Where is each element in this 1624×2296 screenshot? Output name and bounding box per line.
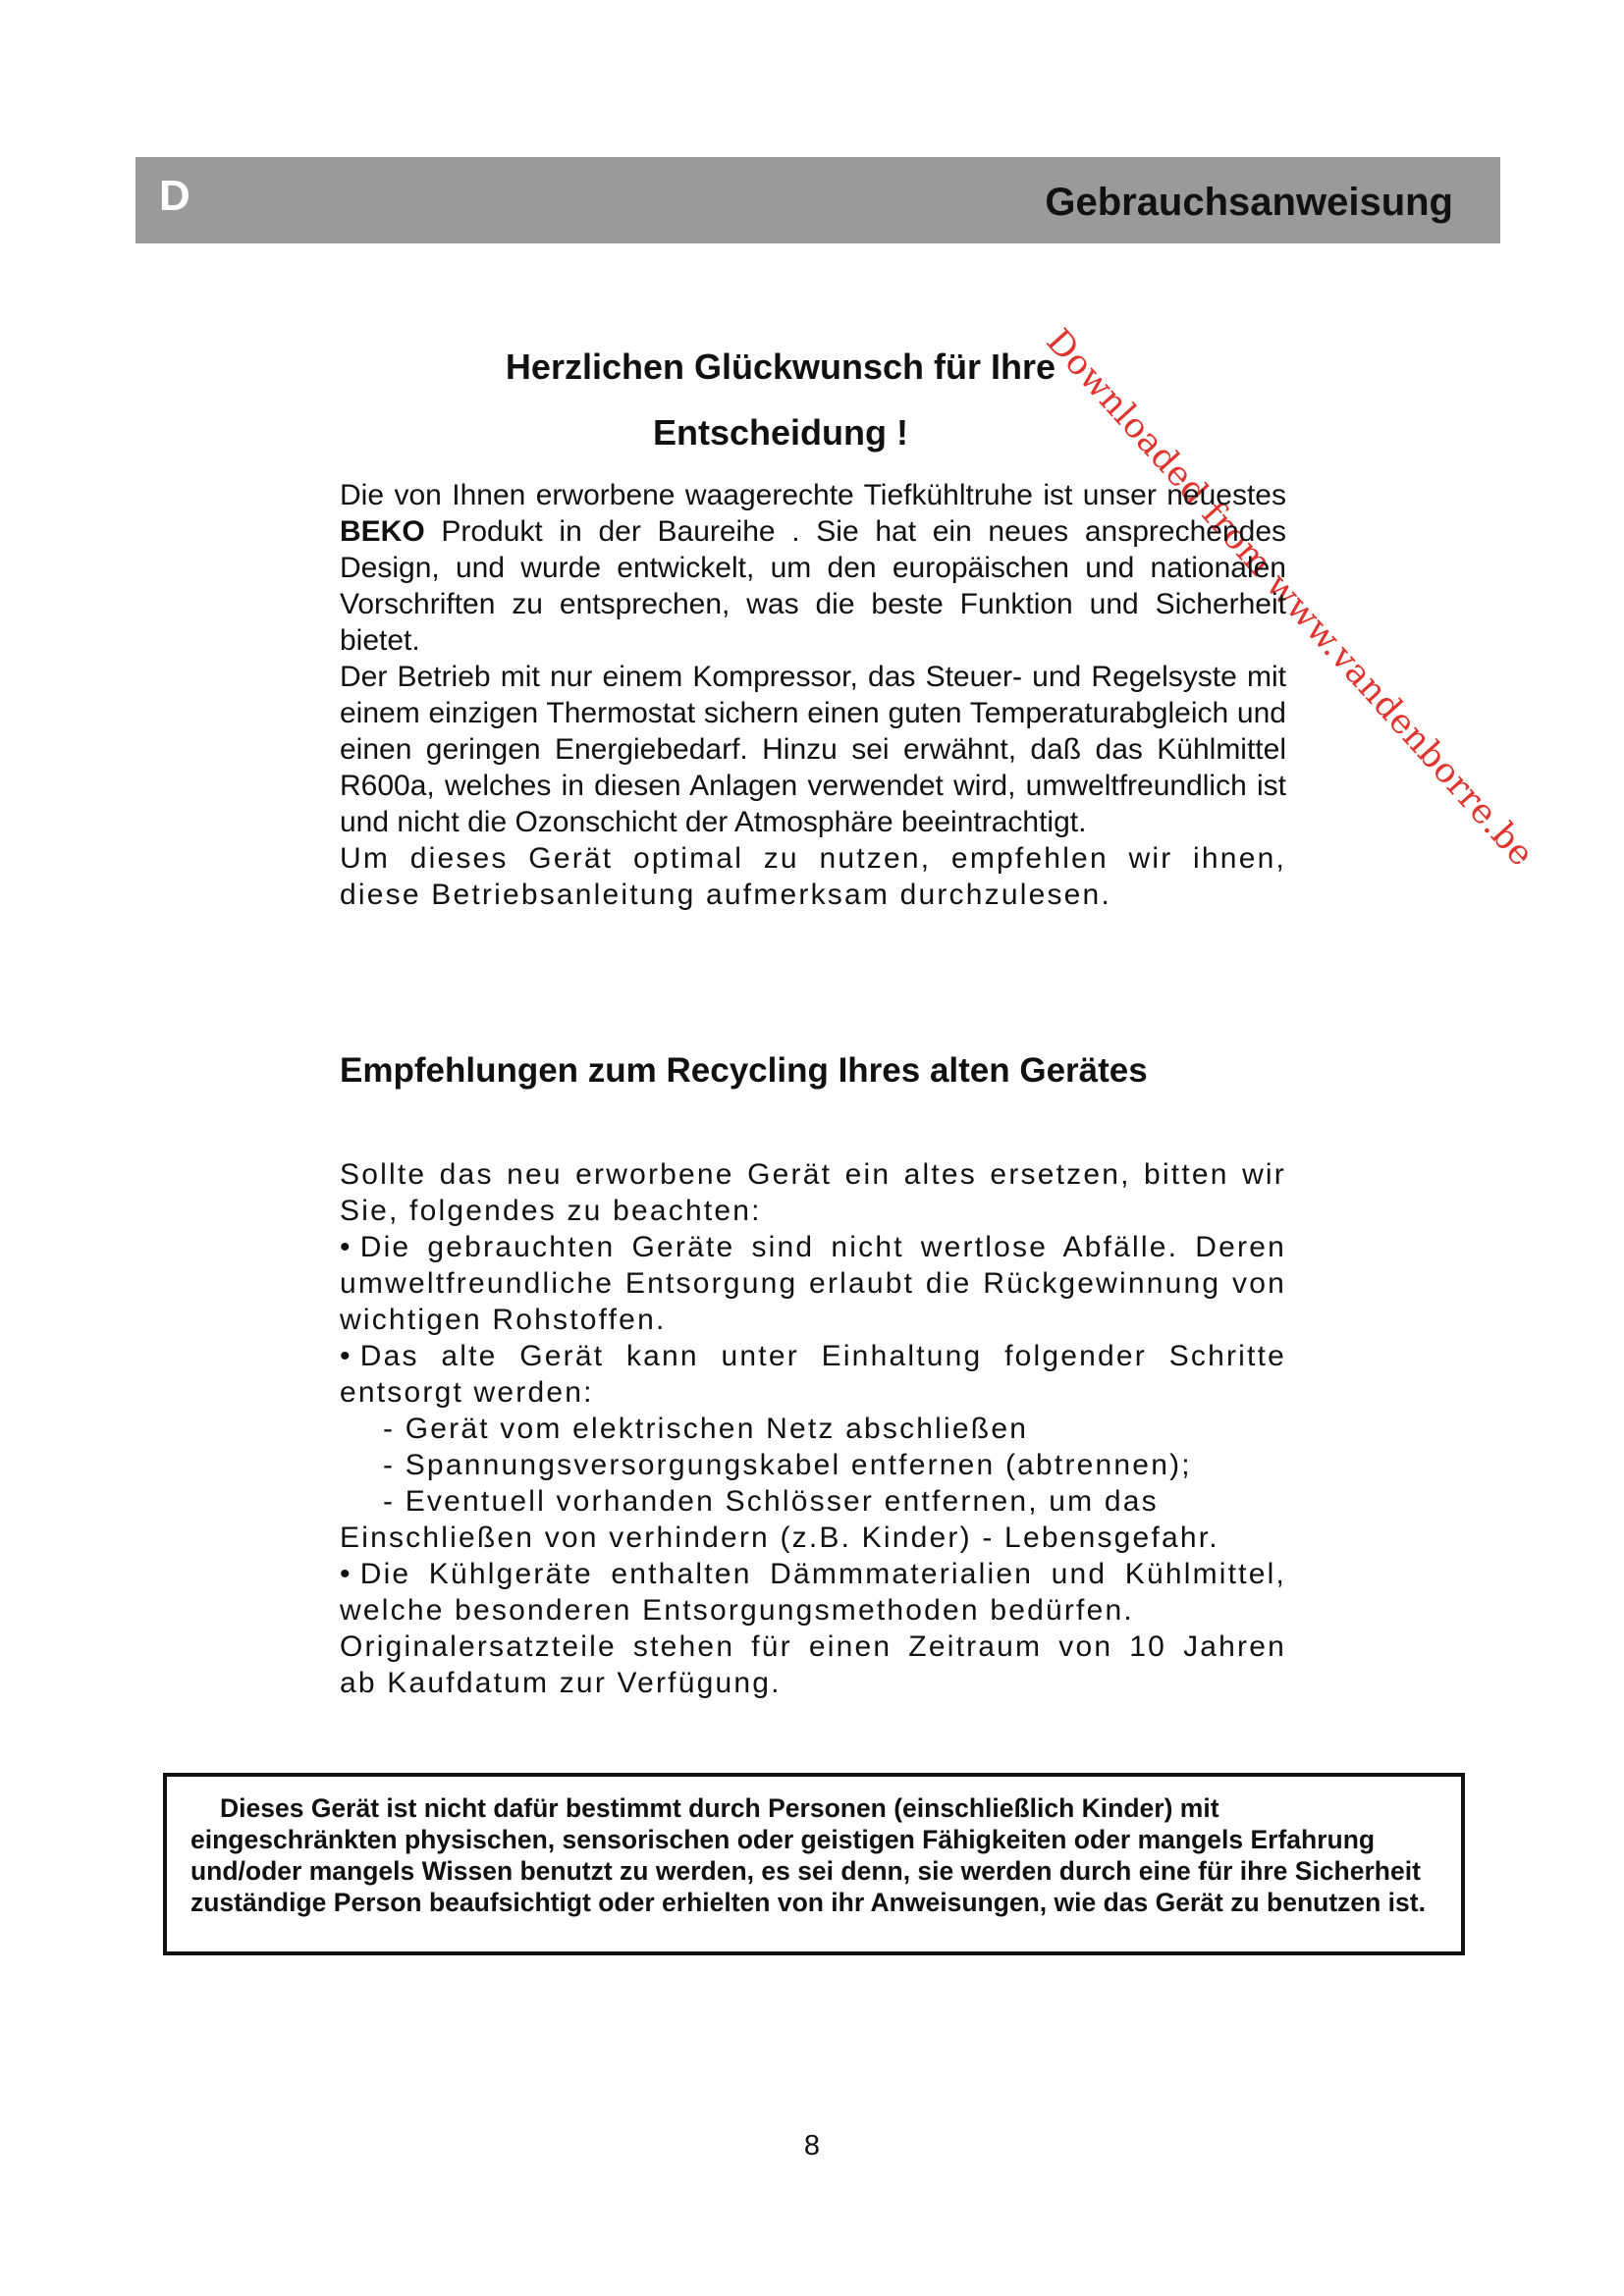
disposal-step-1: - Gerät vom elektrischen Netz abschließen [383, 1413, 1029, 1445]
spare-parts-note: Originalersatzteile stehen für einen Zeitraum von 10 Jahren ab Kaufdatum zur Verfügung. [340, 1630, 1286, 1699]
bullet-text: Das alte Gerät kann unter Einhaltung folgender Schritte entsorgt werden: [340, 1340, 1286, 1409]
intro-text: Die von Ihnen erworbene waagerechte Tiefkühltruhe ist unser neuestes [340, 479, 1286, 511]
download-watermark: Downloaded from www.vandenborre.be [1038, 321, 1542, 875]
intro-paragraph-3: Um dieses Gerät optimal zu nutzen, empfehlen wir ihnen, diese Betriebsanleitung aufmerksam durchzulesen. [340, 842, 1286, 911]
brand-name: BEKO [340, 515, 425, 548]
bullet-icon: • [340, 1231, 352, 1263]
recycling-section [340, 1156, 1286, 1701]
recycling-title: Empfehlungen zum Recycling Ihres alten Gerätes [340, 1051, 1148, 1090]
bullet-icon: • [340, 1558, 352, 1590]
intro-section [340, 477, 1286, 913]
disposal-step-2: - Spannungsversorgungskabel entfernen (abtrennen); [383, 1449, 1192, 1481]
main-title-line-1: Herzlichen Glückwunsch für Ihre [505, 347, 1056, 387]
main-title-line-2: Entscheidung ! [653, 412, 908, 453]
recycling-bullet-3 [340, 1556, 1286, 1629]
bullet-icon: • [340, 1340, 352, 1372]
intro-text: Produkt in der Baureihe . Sie hat ein neues ansprechendes Design, und wurde entwickelt, um den europäischen und nationalen Vorschriften zu entsprechen, was die beste Funktion und Sicherheit bietet. [340, 515, 1286, 657]
disposal-step-3-continued: Einschließen von verhindern (z.B. Kinder) - Lebensgefahr. [340, 1522, 1219, 1554]
disposal-step-3: - Eventuell vorhanden Schlösser entfernen, um das [383, 1485, 1159, 1518]
recycling-bullet-2 [340, 1338, 1286, 1411]
intro-paragraph-2: Der Betrieb mit nur einem Kompressor, das Steuer- und Regelsyste mit einem einzigen Thermostat sichern einen guten Temperaturabgleich und einen geringen Energiebedarf. Hinzu sei erwähnt, daß das Kühlmittel R600a, welches in diesen Anlagen verwendet wird, umweltfreundlich ist und nicht die Ozonschicht der Atmosphäre beeintrachtigt. [340, 661, 1286, 838]
language-code: D [159, 172, 190, 220]
bullet-text: Die Kühlgeräte enthalten Dämmmaterialien und Kühlmittel, welche besonderen Entsorgungsmethoden bedürfen. [340, 1558, 1286, 1627]
safety-warning-text: Dieses Gerät ist nicht dafür bestimmt durch Personen (einschließlich Kinder) mit eingeschränkten physischen, sensorischen oder geistigen Fähigkeiten oder mangels Erfahrung und/oder mangels Wissen benutzt zu werden, es sei denn, sie werden durch eine für ihre Sicherheit zuständige Person beaufsichtigt oder erhielten von ihr Anweisungen, wie das Gerät zu benutzen ist. [190, 1793, 1426, 1917]
safety-warning-box [163, 1773, 1465, 1955]
bullet-text: Die gebrauchten Geräte sind nicht wertlose Abfälle. Deren umweltfreundliche Entsorgung erlaubt die Rückgewinnung von wichtigen Rohstoffen. [340, 1231, 1286, 1336]
recycling-intro: Sollte das neu erworbene Gerät ein altes ersetzen, bitten wir Sie, folgendes zu beachten: [340, 1158, 1286, 1227]
page-number: 8 [803, 2130, 821, 2162]
header-bar [135, 157, 1500, 243]
intro-paragraph-1 [340, 477, 1286, 659]
recycling-bullet-1 [340, 1229, 1286, 1338]
header-title: Gebrauchsanweisung [1045, 181, 1453, 224]
